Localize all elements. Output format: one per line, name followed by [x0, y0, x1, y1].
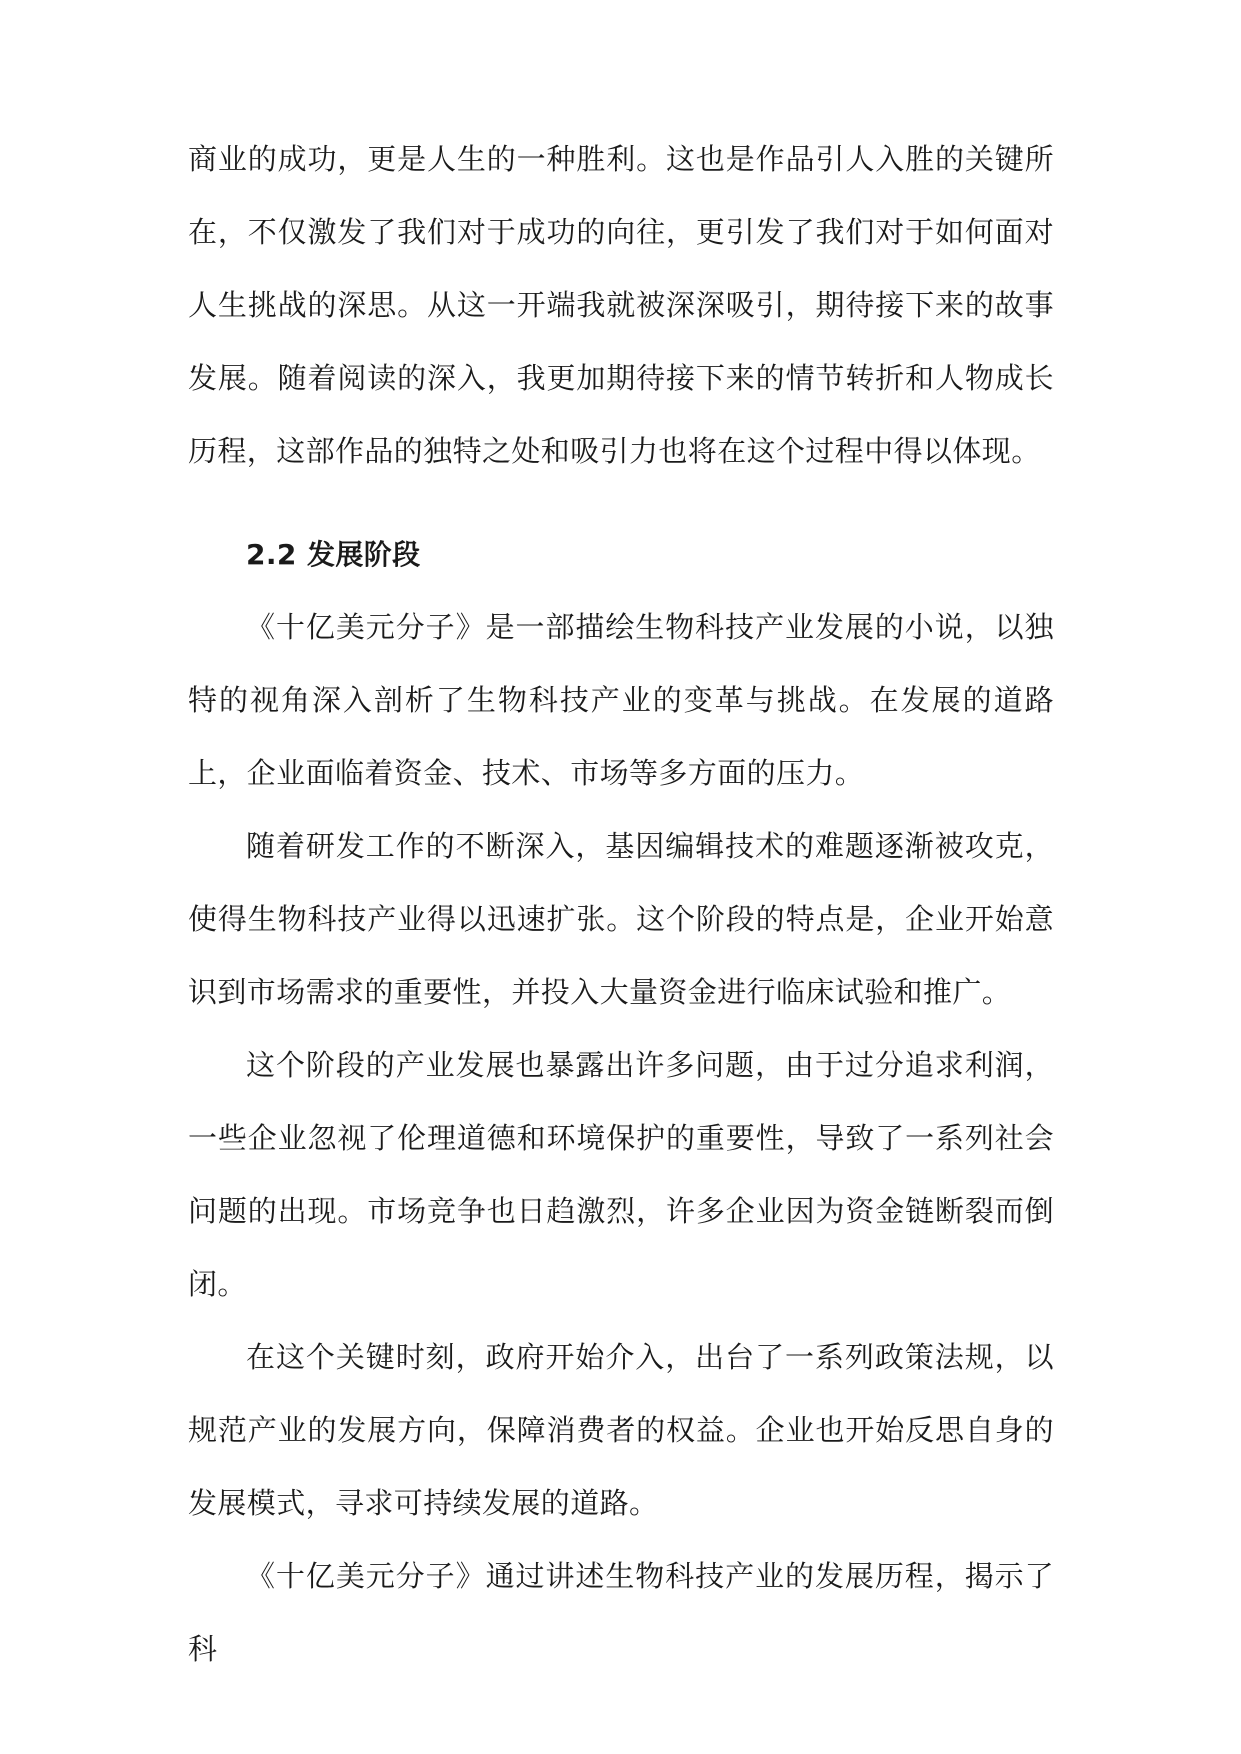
paragraph: 随着研发工作的不断深入，基因编辑技术的难题逐渐被攻克，使得生物科技产业得以迅速扩张。这个阶段的特点是，企业开始意识到市场需求的重要性，并投入大量资金进行临床试验和推广。 — [188, 829, 1054, 1009]
paragraph: 《十亿美元分子》是一部描绘生物科技产业发展的小说，以独特的视角深入剖析了生物科技产业的变革与挑战。在发展的道路上，企业面临着资金、技术、市场等多方面的压力。 — [188, 610, 1054, 790]
document-body — [188, 123, 1054, 1686]
paragraph-continued: 商业的成功，更是人生的一种胜利。这也是作品引人入胜的关键所在，不仅激发了我们对于成功的向往，更引发了我们对于如何面对人生挑战的深思。从这一开端我就被深深吸引，期待接下来的故事发展。随着阅读的深入，我更加期待接下来的情节转折和人物成长历程，这部作品的独特之处和吸引力也将在这个过程中得以体现。 — [188, 142, 1054, 468]
paragraph: 在这个关键时刻，政府开始介入，出台了一系列政策法规，以规范产业的发展方向，保障消费者的权益。企业也开始反思自身的发展模式，寻求可持续发展的道路。 — [188, 1340, 1054, 1520]
paragraph: 这个阶段的产业发展也暴露出许多问题，由于过分追求利润，一些企业忽视了伦理道德和环境保护的重要性，导致了一系列社会问题的出现。市场竞争也日趋激烈，许多企业因为资金链断裂而倒闭。 — [188, 1048, 1054, 1301]
section-heading: 2.2 发展阶段 — [246, 538, 421, 571]
paragraph: 《十亿美元分子》通过讲述生物科技产业的发展历程，揭示了科 — [188, 1559, 1054, 1666]
